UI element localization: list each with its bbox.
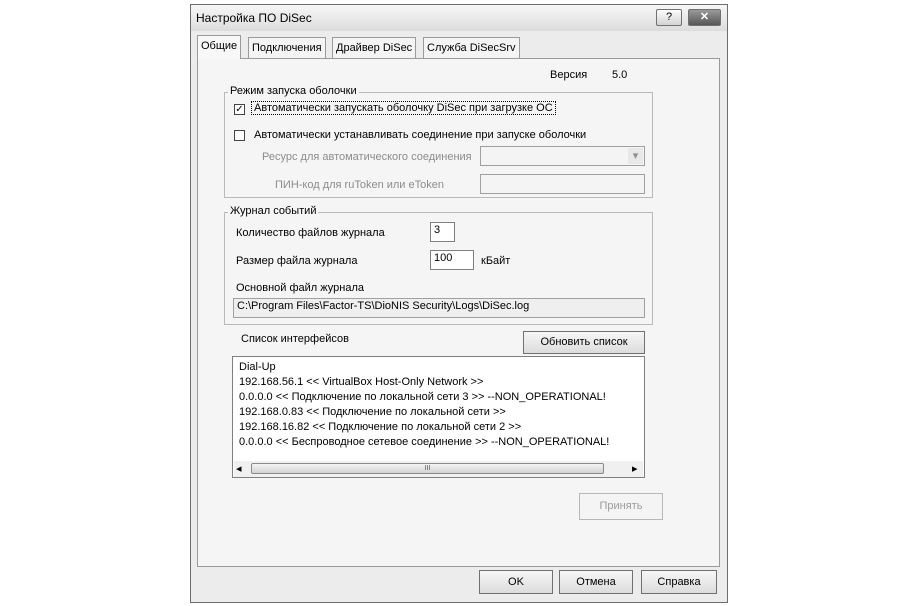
scroll-thumb[interactable] — [251, 463, 604, 474]
tab-disecsrv-service[interactable]: Служба DiSecSrv — [423, 37, 520, 58]
close-button[interactable] — [688, 9, 721, 26]
list-item[interactable]: 192.168.16.82 << Подключение по локальной сети 2 >> — [239, 421, 522, 433]
auto-connect-label[interactable]: Автоматически устанавливать соединение при запуске оболочки — [254, 129, 587, 141]
version-label: Версия — [550, 69, 588, 81]
tab-disec-driver[interactable]: Драйвер DiSec — [332, 37, 416, 58]
resource-combobox[interactable] — [480, 146, 645, 166]
list-item[interactable]: 192.168.56.1 << VirtualBox Host-Only Network >> — [239, 376, 484, 388]
general-tab-panel — [197, 58, 720, 567]
cancel-button[interactable]: Отмена — [559, 570, 633, 594]
log-files-count-input[interactable]: 3 — [430, 222, 455, 242]
tab-general[interactable]: Общие — [197, 35, 241, 59]
help-title-button[interactable]: ? — [656, 9, 682, 26]
dropdown-arrow-icon[interactable]: ▾ — [628, 148, 643, 164]
main-log-file-label: Основной файл журнала — [236, 282, 364, 294]
window-title: Настройка ПО DiSec — [196, 11, 312, 25]
horizontal-scrollbar[interactable] — [234, 461, 643, 477]
pin-label: ПИН-код для ruToken или eToken — [275, 179, 444, 191]
auto-start-checkbox[interactable] — [234, 104, 245, 115]
list-item[interactable]: 0.0.0.0 << Подключение по локальной сети 3 >> --NON_OPERATIONAL! — [239, 391, 606, 403]
event-log-title: Журнал событий — [230, 205, 317, 217]
auto-connect-checkbox[interactable] — [234, 130, 245, 141]
tab-connections[interactable]: Подключения — [248, 37, 326, 58]
ok-button[interactable]: OK — [479, 570, 553, 594]
auto-start-label[interactable]: Автоматически запускать оболочку DiSec при загрузке ОС — [251, 101, 556, 115]
log-file-size-input[interactable]: 100 — [430, 250, 474, 270]
check-mark-icon: ✓ — [235, 104, 244, 115]
apply-button[interactable]: Принять — [579, 493, 663, 520]
log-files-count-label: Количество файлов журнала — [236, 227, 385, 239]
log-file-size-unit: кБайт — [481, 255, 511, 267]
resource-label: Ресурс для автоматического соединения — [262, 151, 472, 163]
launch-mode-title: Режим запуска оболочки — [230, 85, 357, 97]
interfaces-list-title: Список интерфейсов — [241, 333, 349, 345]
title-bar — [191, 5, 727, 31]
close-icon: ✕ — [699, 11, 710, 23]
help-button[interactable]: Справка — [641, 570, 717, 594]
list-item[interactable]: 0.0.0.0 << Беспроводное сетевое соединение >> --NON_OPERATIONAL! — [239, 436, 610, 448]
refresh-list-button[interactable]: Обновить список — [523, 331, 645, 354]
scroll-left-icon[interactable]: ◂ — [236, 463, 242, 475]
scroll-grip-icon: III — [424, 465, 431, 472]
version-value: 5.0 — [612, 69, 628, 81]
scroll-right-icon[interactable]: ▸ — [632, 463, 638, 475]
main-log-file-path[interactable]: C:\Program Files\Factor-TS\DioNIS Security\Logs\DiSec.log — [233, 298, 645, 318]
settings-dialog — [190, 4, 728, 603]
log-file-size-label: Размер файла журнала — [236, 255, 358, 267]
list-item[interactable]: Dial-Up — [239, 361, 276, 373]
pin-input[interactable] — [480, 174, 645, 194]
list-item[interactable]: 192.168.0.83 << Подключение по локальной сети >> — [239, 406, 506, 418]
interfaces-listbox[interactable] — [232, 356, 645, 478]
